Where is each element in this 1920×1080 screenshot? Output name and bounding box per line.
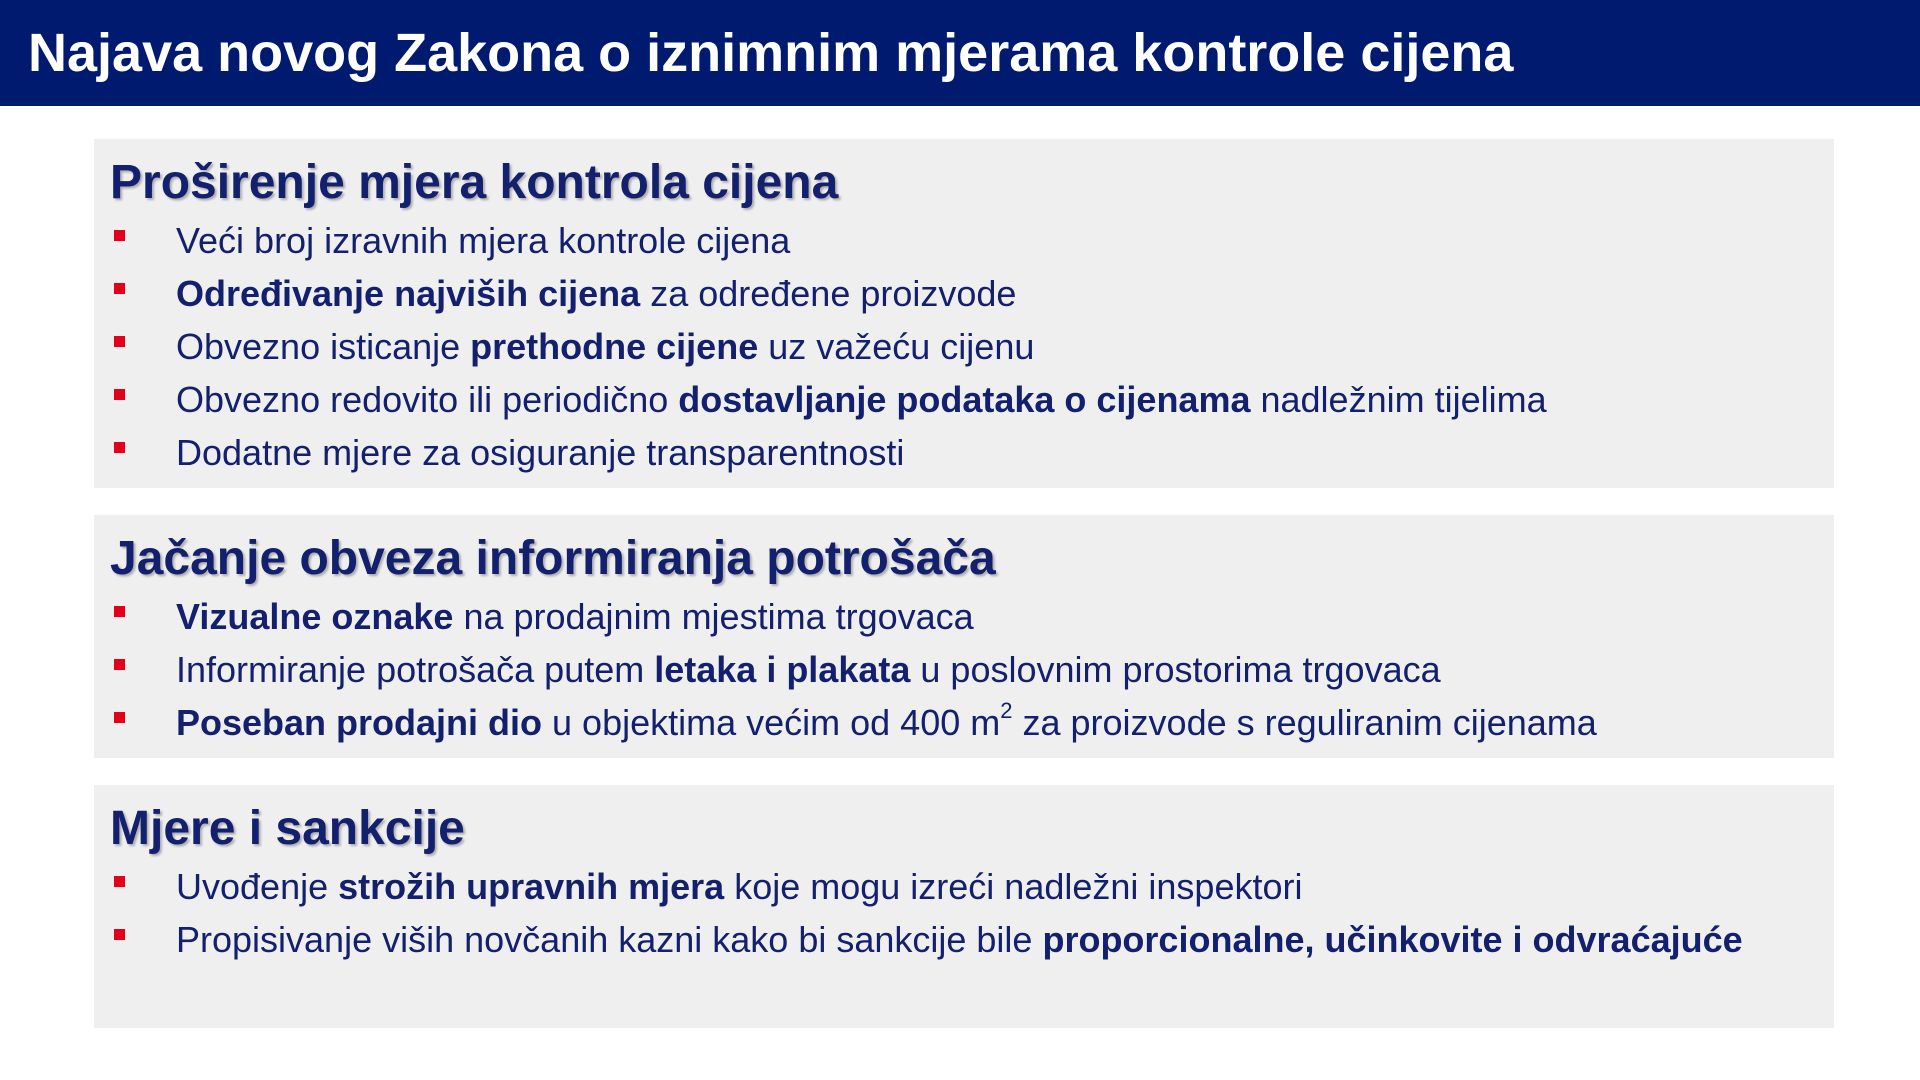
bullet-list [110, 860, 1818, 966]
emphasized-text: Poseban prodajni dio [176, 701, 543, 743]
item-text: Obvezno isticanje [176, 325, 471, 367]
emphasized-text: letaka i plakata [654, 648, 911, 690]
emphasized-text: dostavljanje podataka o cijenama [678, 378, 1251, 420]
section-price-control [94, 139, 1834, 488]
bullet-square-icon [114, 712, 125, 723]
item-text: Obvezno redovito ili periodično [176, 378, 679, 420]
section-heading: Mjere i sankcije [110, 802, 465, 855]
list-item [110, 590, 1818, 643]
item-text: za određene proizvode [640, 272, 1017, 314]
list-item [110, 373, 1818, 426]
item-text: uz važeću cijenu [758, 325, 1035, 367]
emphasized-text: Vizualne oznake [176, 595, 454, 637]
item-text: koje mogu izreći nadležni inspektori [724, 865, 1303, 907]
emphasized-text: Određivanje najviših cijena [176, 272, 641, 314]
list-item [110, 320, 1818, 373]
item-text: na prodajnim mjestima trgovaca [453, 595, 974, 637]
section-measures-sanctions [94, 785, 1834, 1028]
item-text: nadležnim tijelima [1250, 378, 1547, 420]
item-text: Dodatne mjere za osiguranje transparentnosti [176, 431, 905, 473]
title-bar [0, 0, 1920, 106]
item-text: u poslovnim prostorima trgovaca [910, 648, 1441, 690]
list-item [110, 426, 1818, 479]
list-item [110, 214, 1818, 267]
list-item [110, 860, 1818, 913]
list-item [110, 913, 1818, 966]
bullet-square-icon [114, 230, 125, 241]
bullet-square-icon [114, 389, 125, 400]
item-text: Uvođenje [176, 865, 339, 907]
bullet-square-icon [114, 659, 125, 670]
list-item [110, 643, 1818, 696]
item-text: u objektima većim od 400 m [542, 701, 1001, 743]
bullet-list [110, 590, 1818, 749]
item-text: Veći broj izravnih mjera kontrole cijena [176, 219, 791, 261]
bullet-square-icon [114, 929, 125, 940]
section-heading: Jačanje obveza informiranja potrošača [110, 532, 996, 585]
emphasized-text: strožih upravnih mjera [338, 865, 725, 907]
item-text: Propisivanje viših novčanih kazni kako bi sankcije bile [176, 918, 1043, 960]
bullet-square-icon [114, 442, 125, 453]
bullet-square-icon [114, 606, 125, 617]
superscript-text: 2 [1000, 697, 1013, 723]
page-title: Najava novog Zakona o iznimnim mjerama kontrole cijena [28, 23, 1514, 83]
bullet-square-icon [114, 876, 125, 887]
list-item [110, 267, 1818, 320]
emphasized-text: prethodne cijene [470, 325, 759, 367]
bullet-square-icon [114, 283, 125, 294]
item-text: za proizvode s reguliranim cijenama [1012, 701, 1597, 743]
bullet-square-icon [114, 336, 125, 347]
bullet-list [110, 214, 1818, 479]
emphasized-text: proporcionalne, učinkovite i odvraćajuće [1042, 918, 1743, 960]
section-consumer-information [94, 515, 1834, 758]
item-text: Informiranje potrošača putem [176, 648, 655, 690]
list-item [110, 696, 1818, 749]
section-heading: Proširenje mjera kontrola cijena [110, 156, 839, 209]
